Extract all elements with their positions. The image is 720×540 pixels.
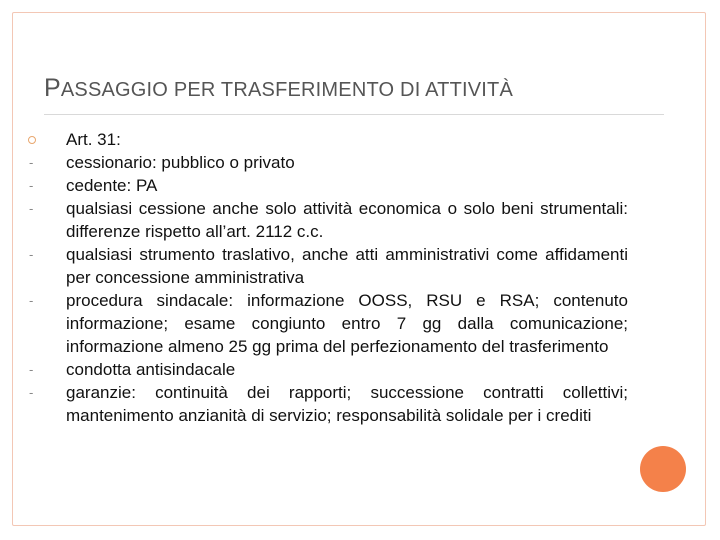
bullet-marker: -: [29, 155, 34, 170]
bullet-marker: -: [29, 201, 34, 216]
list-item: [28, 243, 628, 289]
list-item-text: cessionario: pubblico o privato: [66, 153, 295, 172]
bullet-marker: -: [29, 293, 34, 308]
title-divider: [44, 114, 664, 115]
bullet-marker: -: [29, 247, 34, 262]
list-item: [28, 174, 628, 197]
slide-title: [44, 74, 513, 103]
list-item-text: cedente: PA: [66, 176, 158, 195]
list-item-text: procedura sindacale: informazione OOSS, RSU e RSA; contenuto informazione; esame congiunto entro 7 gg dalla comunicazione; informazione almeno 25 gg prima del perfezionamento del trasferimento: [66, 291, 628, 356]
list-item: [28, 197, 628, 243]
list-item-text: qualsiasi cessione anche solo attività economica o solo beni strumentali: differenze rispetto all’art. 2112 c.c.: [66, 199, 628, 241]
title-initial: P: [44, 74, 61, 102]
list-item-text: qualsiasi strumento traslativo, anche atti amministrativi come affidamenti per concessione amministrativa: [66, 245, 628, 287]
list-item: [28, 289, 628, 358]
bullet-marker: -: [29, 385, 34, 400]
list-item: [28, 128, 628, 151]
list-item: [28, 381, 628, 427]
title-rest: ASSAGGIO PER TRASFERIMENTO DI ATTIVITÀ: [60, 79, 513, 101]
orange-circle-decoration: [640, 446, 686, 492]
list-item-text: Art. 31:: [66, 130, 121, 149]
bullet-list: [28, 128, 628, 427]
bullet-marker: -: [29, 362, 34, 377]
list-item: [28, 358, 628, 381]
list-item-text: garanzie: continuità dei rapporti; successione contratti collettivi; mantenimento anzianità di servizio; responsabilità solidale per i crediti: [66, 383, 628, 425]
list-item-text: condotta antisindacale: [66, 360, 236, 379]
list-item: [28, 151, 628, 174]
bullet-marker: -: [29, 178, 34, 193]
